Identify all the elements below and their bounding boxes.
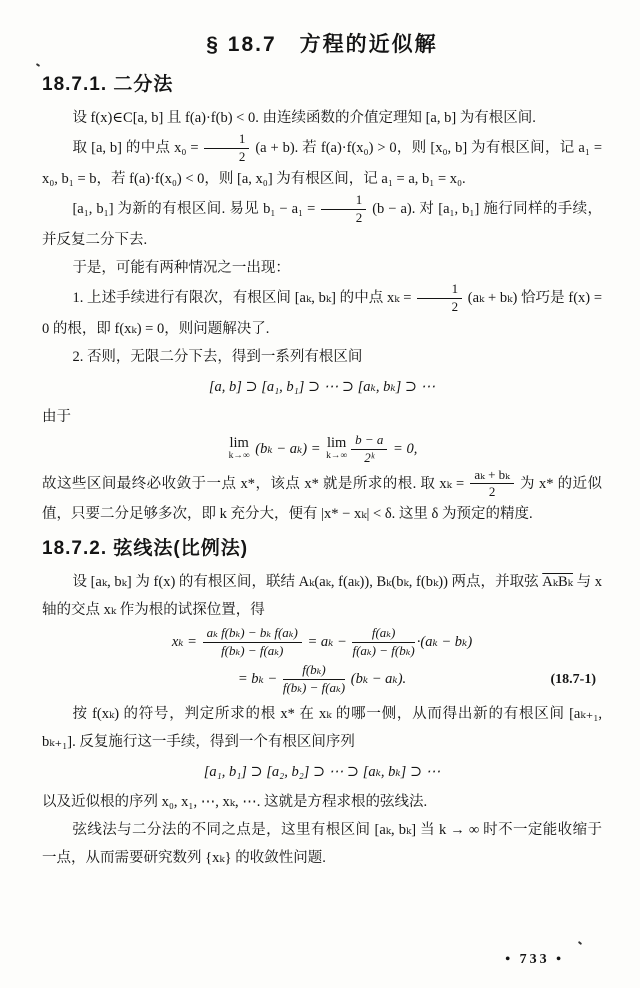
formula-secant-line1 — [42, 626, 602, 659]
fraction-denominator: 2 — [238, 148, 246, 164]
fraction-denominator: f(bₖ) − f(aₖ) — [221, 643, 284, 659]
formula-nested-intervals: [a, b] ⊃ [a₁, b₁] ⊃ ⋯ ⊃ [aₖ, bₖ] ⊃ ⋯ — [208, 378, 436, 395]
paragraph-difference-note: 弦线法与二分法的不同之点是，这里有根区间 [aₖ, bₖ] 当 k → ∞ 时不一定能收缩于一点，从而需要研究数列 {xₖ} 的收敛性问题. — [42, 822, 602, 867]
formula-interval-sequence: [a₁, b₁] ⊃ [a₂, b₂] ⊃ ⋯ ⊃ [aₖ, bₖ] ⊃ ⋯ — [203, 764, 441, 781]
inline-fraction-one-half — [417, 282, 462, 315]
text-run: [a₁, b₁] 为新的有根区间. 易见 b₁ − a₁ = — [72, 200, 320, 217]
paragraph-secant-setup — [42, 568, 602, 624]
text-run: 1. 上述手续进行有限次，有根区间 [aₖ, bₖ] 的中点 xₖ = — [72, 289, 416, 306]
formula-limit — [42, 433, 602, 466]
paragraph-sign-test: 按 f(xₖ) 的符号，判定所求的根 x* 在 xₖ 的哪一侧，从而得出新的有根区间 [aₖ₊₁, bₖ₊₁]. 反复施行这一手续，得到一个有根区间序列 — [42, 706, 602, 751]
fraction-secant-main — [203, 626, 302, 659]
text-run: (b − a). 对 [a₁, b₁] 施行同样的手续，并反复二分下去. — [42, 200, 602, 248]
math-run: = bₖ − — [237, 671, 281, 688]
fraction-denominator: f(aₖ) − f(bₖ) — [352, 643, 415, 659]
chapter-section-title: § 18.7 方程的近似解 — [206, 33, 438, 56]
fraction-numerator: 1 — [204, 132, 249, 149]
math-run: (bₖ − aₖ). — [347, 671, 407, 688]
limit-subscript: k→∞ — [228, 450, 250, 461]
fraction-denominator: 2 — [488, 484, 496, 500]
text-run: 设 [aₖ, bₖ] 为 f(x) 的有根区间，联结 Aₖ(aₖ, f(aₖ)), Bₖ(bₖ, f(bₖ)) 两点，并取弦 — [72, 574, 543, 591]
lim-word: lim — [326, 435, 347, 452]
fraction-denominator: 2 — [451, 298, 459, 314]
fraction-numerator: 1 — [321, 193, 366, 210]
text-run: (a + b). 若 f(a)·f(x₀) > 0，则 [x₀, b] 为有根区间，记 a₁ = x₀, b₁ = b，若 f(a)·f(x₀) < 0，则 [a, x₀] 为有根区间，记 a₁ = a, b₁ = x₀. — [42, 139, 603, 187]
chord-overline: AₖBₖ — [542, 574, 573, 591]
fraction-numerator: aₖ + bₖ — [470, 468, 514, 485]
fraction-denominator: f(bₖ) − f(aₖ) — [282, 680, 346, 696]
list-item-case-2: 2. 否则，无限二分下去，得到一系列有根区间 — [72, 348, 363, 365]
math-run: ·(aₖ − bₖ) — [416, 634, 473, 651]
paragraph-bisection-premise: 设 f(x)∈C[a, b] 且 f(a)·f(b) < 0. 由连续函数的介值定理知 [a, b] 为有根区间. — [72, 110, 536, 126]
fraction-secant-alt-b — [283, 663, 345, 696]
paragraph-new-interval — [42, 193, 602, 254]
equation-number: (18.7-1) — [550, 671, 596, 687]
paragraph-because: 由于 — [42, 408, 71, 425]
paragraph-root-sequence: 以及近似根的序列 x₀, x₁, ⋯, xₖ, ⋯. 这就是方程求根的弦线法. — [42, 794, 428, 811]
fraction-numerator: 1 — [417, 282, 462, 299]
scan-artifact — [36, 63, 40, 67]
math-run: xₖ = — [171, 634, 201, 651]
text-run: 取 [a, b] 的中点 x₀ = — [72, 139, 203, 156]
text-run: (aₖ + bₖ) 恰巧是 f(x) = 0 的根，即 f(xₖ) = 0，则问题解决了. — [42, 289, 602, 337]
paragraph-convergence — [42, 468, 602, 529]
formula-secant-line2 — [42, 663, 602, 696]
inline-fraction-one-half — [204, 132, 249, 165]
text-run: 与 x 轴的交点 xₖ 作为根的试探位置，得 — [42, 574, 602, 619]
fraction-numerator: b − a — [351, 433, 387, 450]
limit-operator — [229, 436, 250, 461]
fraction-denominator: 2 — [355, 209, 363, 225]
limit-operator — [326, 436, 347, 461]
lim-word: lim — [229, 435, 249, 452]
fraction-numerator: aₖ f(bₖ) − bₖ f(aₖ) — [203, 626, 302, 643]
text-run: 故这些区间最终必收敛于一点 x*，该点 x* 就是所求的根. 取 xₖ = — [42, 475, 469, 492]
inline-fraction-one-half — [321, 193, 366, 226]
limit-subscript: k→∞ — [326, 450, 348, 461]
math-run: (bₖ − aₖ) = — [251, 440, 325, 457]
heading-bisection-method: 18.7.1. 二分法 — [42, 74, 174, 95]
page-number: • 733 • — [505, 952, 564, 967]
paragraph-midpoint-rule — [42, 132, 602, 193]
fraction-denominator: 2ᵏ — [364, 449, 375, 465]
heading-secant-method: 18.7.2. 弦线法(比例法) — [42, 538, 249, 560]
math-run: = aₖ − — [303, 634, 351, 651]
fraction-numerator: f(aₖ) — [352, 626, 414, 643]
scan-artifact — [578, 941, 582, 945]
inline-fraction-midpoint — [470, 468, 514, 501]
list-item-case-1 — [42, 282, 602, 343]
math-run: = 0, — [389, 440, 418, 457]
text-run: 为 x* 的近似值，只要二分足够多次，即 k 充分大，便有 |x* − xₖ| < δ. 这里 δ 为预定的精度. — [42, 475, 603, 523]
paragraph-two-cases-intro: 于是，可能有两种情况之一出现： — [72, 259, 290, 276]
fraction-secant-alt-a — [352, 626, 414, 659]
fraction-b-minus-a-over-2k — [351, 433, 387, 466]
fraction-numerator: f(bₖ) — [283, 663, 345, 680]
